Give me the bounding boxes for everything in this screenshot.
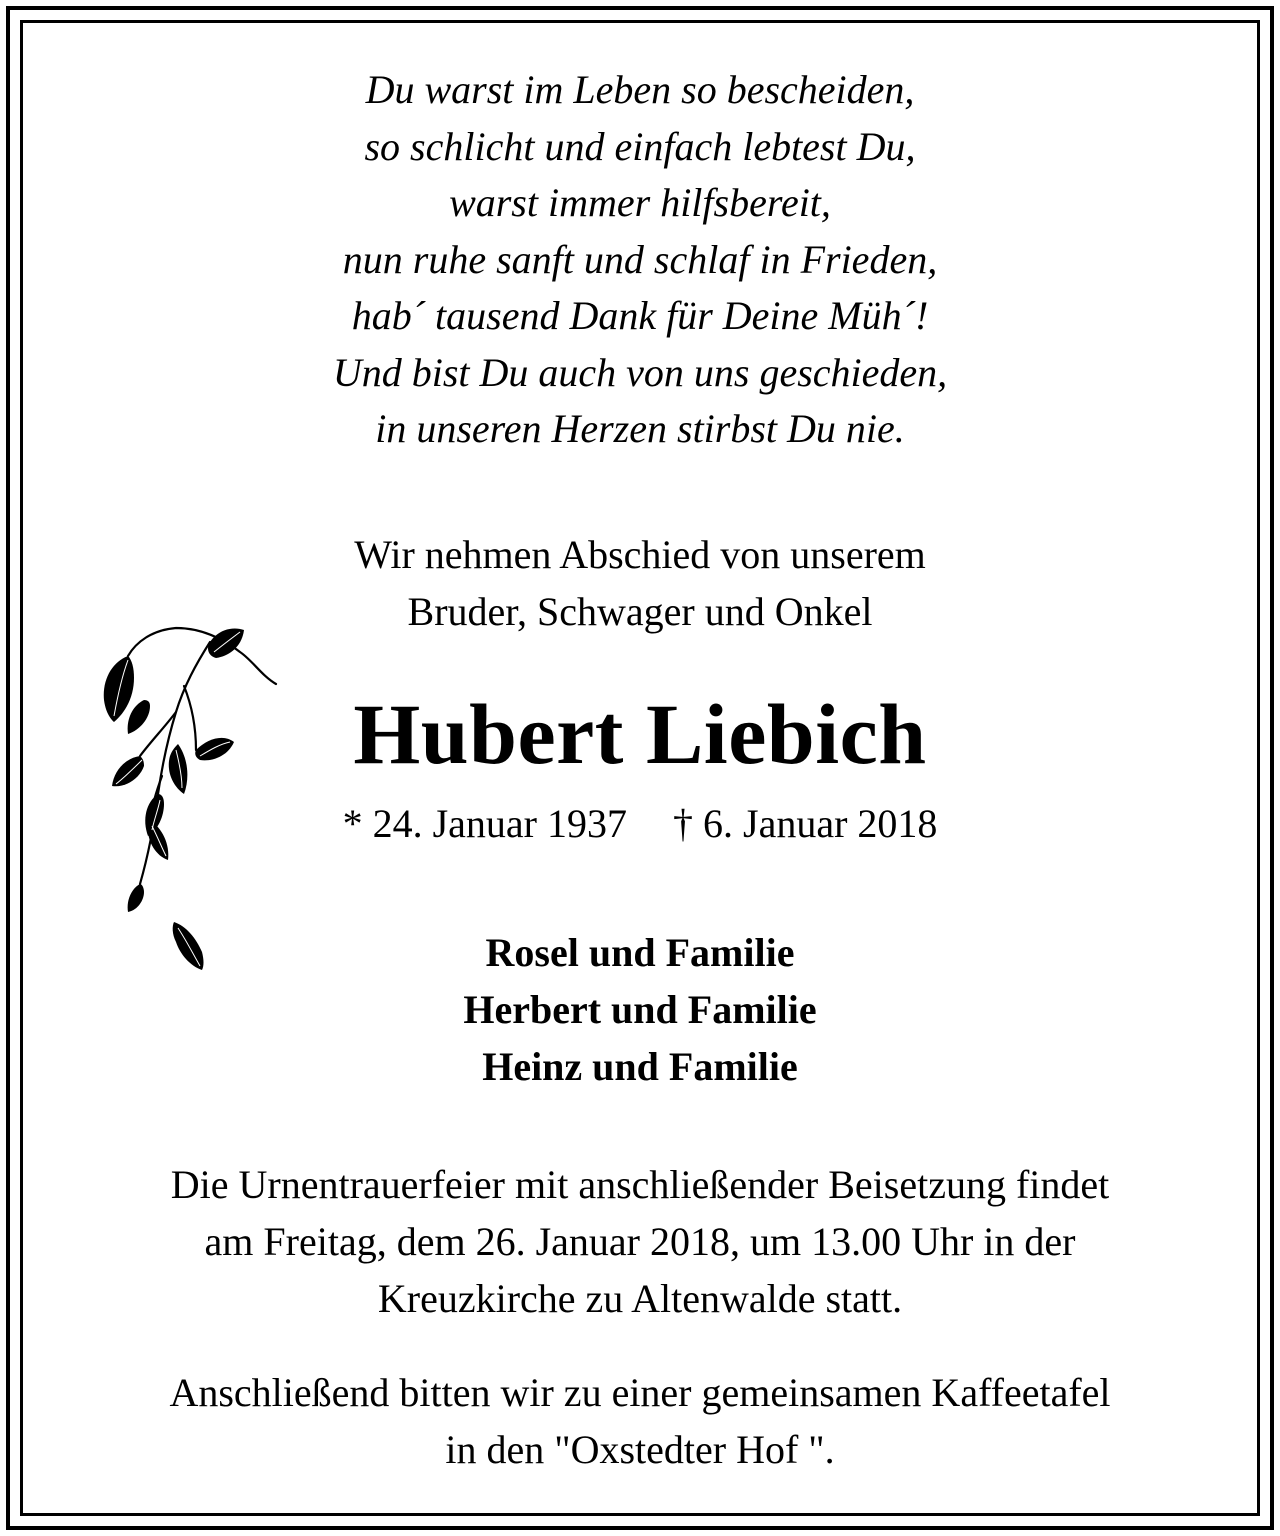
birth-date: * 24. Januar 1937 — [342, 801, 627, 846]
death-date: † 6. Januar 2018 — [673, 801, 938, 846]
poem-line: warst immer hilfsbereit, — [449, 180, 831, 225]
farewell-line: Wir nehmen Abschied von unserem — [354, 532, 926, 577]
poem-line: Du warst im Leben so bescheiden, — [365, 67, 915, 112]
poem-line: in unseren Herzen stirbst Du nie. — [375, 406, 905, 451]
mourners-list — [0, 924, 1280, 1095]
ceremony-line: am Freitag, dem 26. Januar 2018, um 13.00 Uhr in der — [204, 1219, 1076, 1264]
poem-line: Und bist Du auch von uns geschieden, — [332, 349, 948, 395]
gathering-line: in den "Oxstedter Hof ". — [445, 1427, 835, 1472]
ceremony-notice — [0, 1156, 1280, 1327]
poem — [0, 62, 1280, 458]
poem-line: hab´ tausend Dank für Deine Müh´! — [351, 293, 929, 338]
life-dates — [0, 796, 1280, 852]
mourner-entry: Heinz und Familie — [482, 1044, 798, 1089]
mourner-entry: Rosel und Familie — [485, 930, 795, 975]
ceremony-line: Kreuzkirche zu Altenwalde statt. — [377, 1276, 903, 1321]
deceased-name: Hubert Liebich — [353, 686, 927, 782]
poem-line: so schlicht und einfach lebtest Du, — [364, 123, 916, 169]
ceremony-line: Die Urnentrauerfeier mit anschließender Beisetzung findet — [170, 1162, 1110, 1207]
poem-line: nun ruhe sanft und schlaf in Frieden, — [342, 236, 938, 282]
gathering-notice — [0, 1364, 1280, 1478]
gathering-line: Anschließend bitten wir zu einer gemeinsamen Kaffeetafel — [169, 1370, 1111, 1415]
mourner-entry: Herbert und Familie — [463, 987, 817, 1032]
farewell-line: Bruder, Schwager und Onkel — [407, 589, 873, 634]
